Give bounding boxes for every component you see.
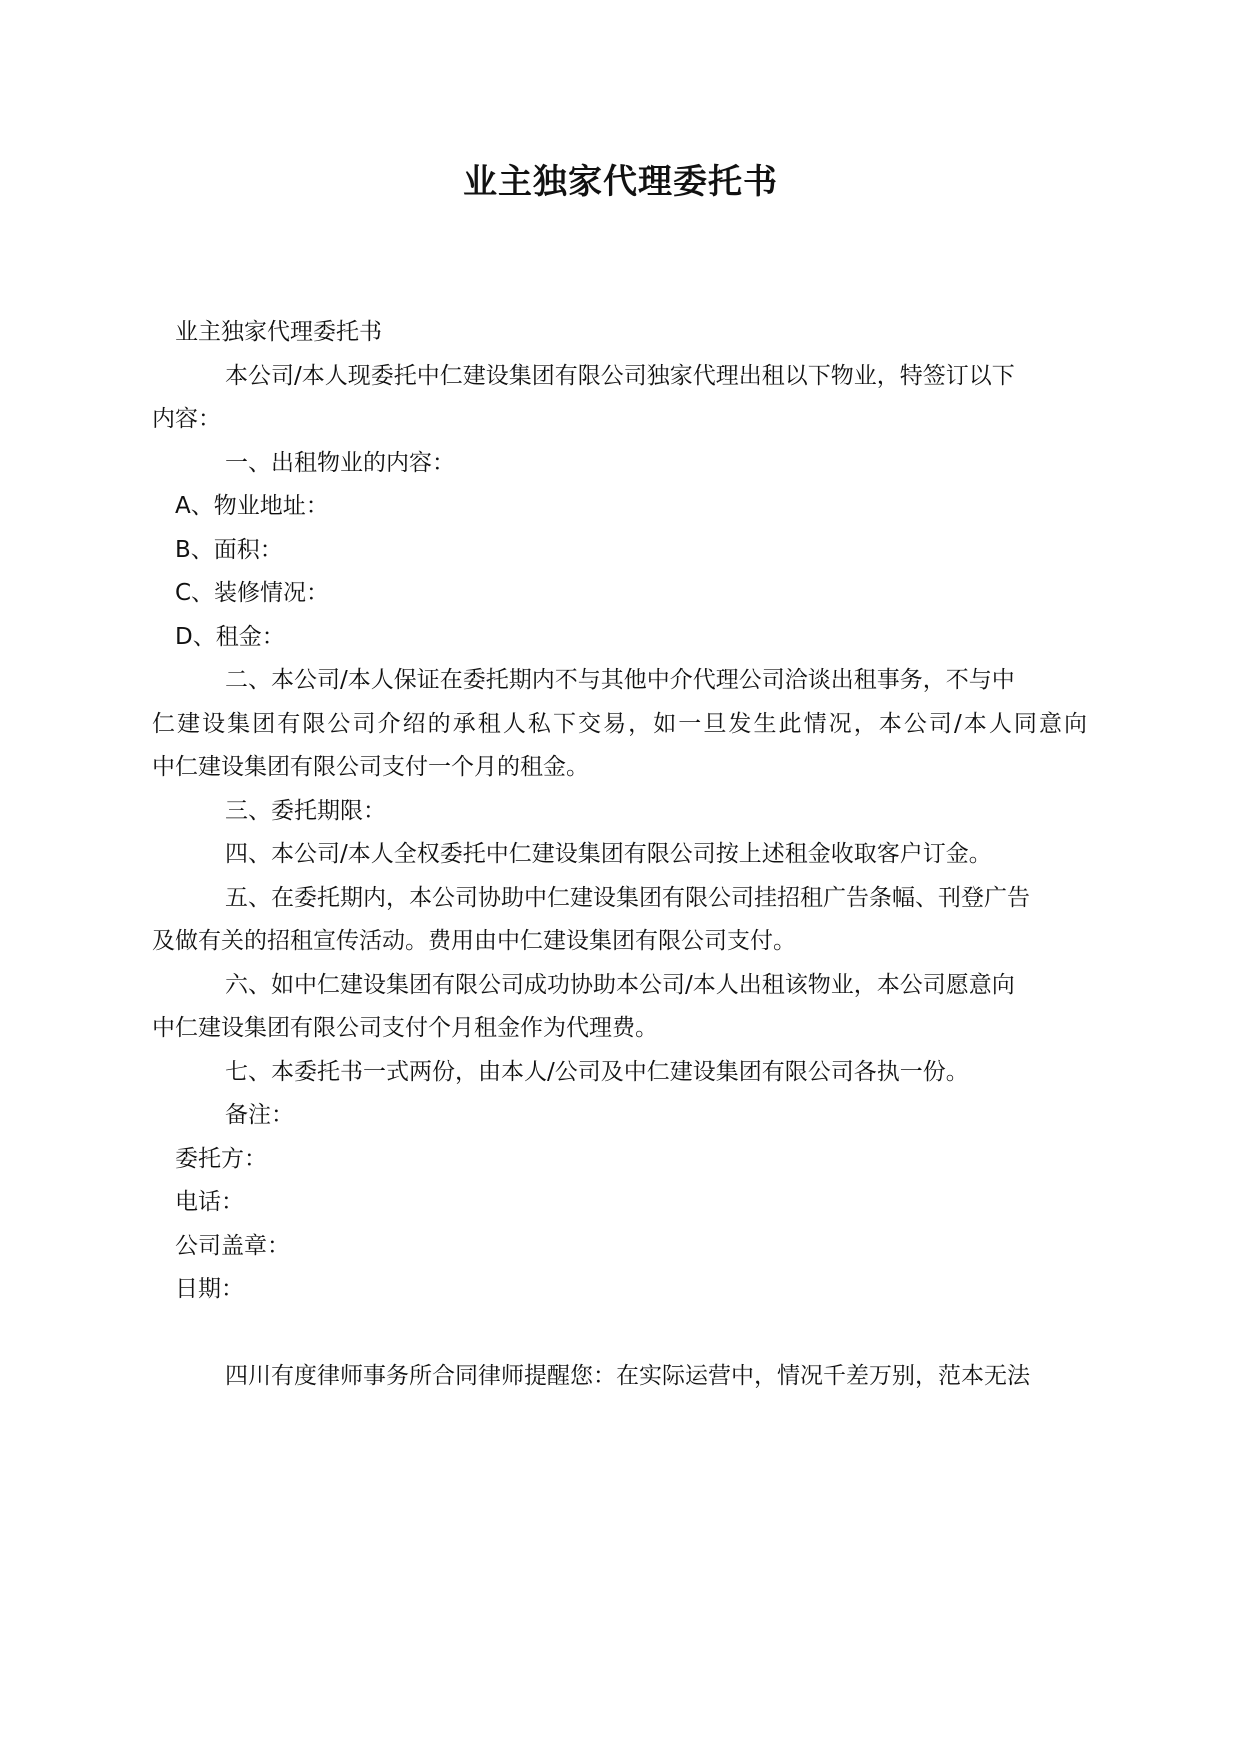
principal-label: 委托方：	[175, 1146, 267, 1172]
property-area-label: B、面积：	[175, 537, 283, 563]
section-3: 三、委托期限：	[225, 798, 386, 824]
section-2-line-1: 二、本公司/本人保证在委托期内不与其他中介代理公司洽谈出租事务，不与中	[225, 667, 1015, 693]
document-title: 业主独家代理委托书	[463, 162, 778, 202]
intro-line-1: 本公司/本人现委托中仁建设集团有限公司独家代理出租以下物业，特签订以下	[225, 363, 1015, 389]
section-6-line-2: 中仁建设集团有限公司支付个月租金作为代理费。	[152, 1015, 658, 1041]
intro-line-2: 内容：	[152, 406, 221, 432]
phone-label: 电话：	[175, 1189, 244, 1215]
company-seal-label: 公司盖章：	[175, 1233, 290, 1259]
section-2-line-3: 中仁建设集团有限公司支付一个月的租金。	[152, 754, 589, 780]
document-subtitle: 业主独家代理委托书	[175, 319, 382, 345]
property-address-label: A、物业地址：	[175, 493, 329, 519]
section-5-line-1: 五、在委托期内，本公司协助中仁建设集团有限公司挂招租广告条幅、刊登广告	[225, 885, 1030, 911]
section-2-line-2: 仁建设集团有限公司介绍的承租人私下交易，如一旦发生此情况，本公司/本人同意向	[152, 711, 1087, 737]
section-6-line-1: 六、如中仁建设集团有限公司成功协助本公司/本人出租该物业，本公司愿意向	[225, 972, 1015, 998]
section-5-line-2: 及做有关的招租宣传活动。费用由中仁建设集团有限公司支付。	[152, 928, 796, 954]
section-1-heading: 一、出租物业的内容：	[225, 450, 455, 476]
date-label: 日期：	[175, 1276, 244, 1302]
remark-label: 备注：	[225, 1102, 294, 1128]
section-4: 四、本公司/本人全权委托中仁建设集团有限公司按上述租金收取客户订金。	[225, 841, 992, 867]
property-decoration-label: C、装修情况：	[175, 580, 330, 606]
footer-note: 四川有度律师事务所合同律师提醒您：在实际运营中，情况千差万别，范本无法	[225, 1363, 1030, 1389]
property-rent-label: D、租金：	[175, 624, 285, 650]
section-7: 七、本委托书一式两份，由本人/公司及中仁建设集团有限公司各执一份。	[225, 1059, 969, 1085]
